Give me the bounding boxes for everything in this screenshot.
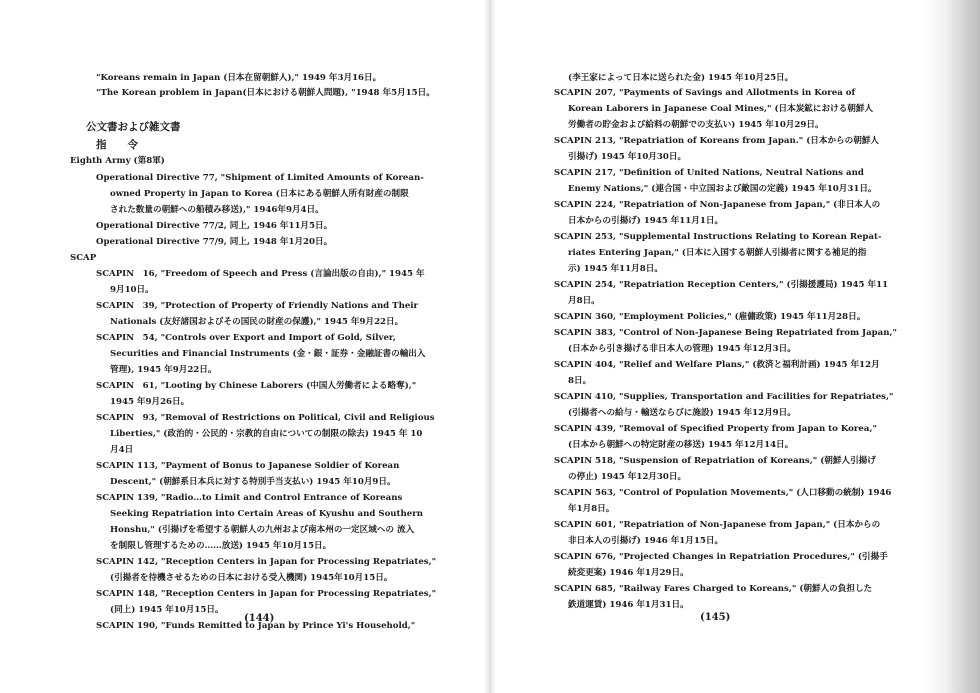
right-text-line: の停止) 1945 年12月30日。 [568, 472, 687, 482]
right-text-line: SCAPIN 213, "Repatriation of Koreans from Japan." (日本からの朝鮮人 [554, 136, 880, 146]
left-text-line: SCAP [70, 253, 97, 263]
left-text-line: 月4日 [110, 445, 134, 455]
right-text-line: 非日本人の引揚げ) 1946 年1月15日。 [568, 536, 724, 546]
left-text-line: を制限し管理するための……放送) 1945 年10月15日。 [110, 541, 332, 551]
right-text-line: 示) 1945 年11月8日。 [568, 264, 663, 274]
right-text-line: SCAPIN 563, "Control of Population Movements," (人口移動の統制) 1946 [554, 488, 892, 498]
left-text-line: SCAPIN 190, "Funds Remitted to Japan by Prince Yi's Household," [96, 621, 416, 631]
left-text-line: SCAPIN 39, "Protection of Property of Friendly Nations and Their [96, 301, 419, 311]
left-text-line: 公文書および雑文書 [86, 121, 181, 133]
left-text-line: SCAPIN 113, "Payment of Bonus to Japanese Soldier of Korean [96, 461, 400, 471]
right-text-line: (李王家によって日本に送られた金) 1945 年10月25日。 [568, 73, 794, 83]
left-text-line: SCAPIN 54, "Controls over Export and Import of Gold, Silver, [96, 333, 396, 343]
right-text-line: (日本から引き揚げる非日本人の管理) 1945 年12月3日。 [568, 344, 796, 354]
left-text-line: SCAPIN 93, "Removal of Restrictions on Political, Civil and Religious [96, 413, 435, 423]
right-text-line: SCAPIN 601, "Repatriation of Non-Japanese from Japan," (日本からの [554, 520, 881, 530]
right-text-line: SCAPIN 217, "Definition of United Nations, Neutral Nations and [554, 168, 864, 178]
right-text-line: (引揚者への給与・輸送ならびに施設) 1945 年12月9日。 [568, 408, 796, 418]
left-text-line: SCAPIN 139, "Radio…to Limit and Control Entrance of Koreans [96, 493, 403, 503]
right-text-line: SCAPIN 404, "Relief and Welfare Plans," (救済と福利計画) 1945 年12月 [554, 360, 880, 370]
left-text-line: Liberties," (政治的・公民的・宗教的自由についての制限の除去) 1945 年 10 [110, 429, 423, 439]
left-text-line: SCAPIN 61, "Looting by Chinese Laborers (中国人労働者による略奪)," [96, 381, 417, 391]
left-text-line: SCAPIN 16, "Freedom of Speech and Press (言論出版の自由)," 1945 年 [96, 269, 425, 279]
left-text-line: SCAPIN 142, "Reception Centers in Japan for Processing Repatriates," [96, 557, 437, 567]
left-page-number: (144) [244, 613, 275, 624]
right-text-line: Korean Laborers in Japanese Coal Mines," (日本炭鉱における朝鮮人 [568, 104, 874, 114]
right-text-line: riates Entering Japan," (日本に入国する朝鮮人引揚者に関する補足的指 [568, 248, 867, 258]
right-text-line: SCAPIN 224, "Repatriation of Non-Japanese from Japan," (非日本人の [554, 200, 881, 210]
right-text-line: SCAPIN 439, "Removal of Specified Property from Japan to Korea," [554, 424, 877, 434]
right-text-line: 続変更案) 1946 年1月29日。 [568, 568, 689, 578]
right-text-line: SCAPIN 383, "Control of Non-Japanese Being Repatriated from Japan," [554, 328, 897, 338]
left-text-line: (同上) 1945 年10月15日。 [110, 605, 224, 615]
left-text-line: SCAPIN 148, "Reception Centers in Japan for Processing Repatriates," [96, 589, 437, 599]
left-text-line: 管理), 1945 年9月22日。 [110, 365, 217, 375]
page-edge-shadow [922, 0, 980, 693]
right-text-line: SCAPIN 254, "Repatriation Reception Centers," (引揚援護局) 1945 年11 [554, 280, 889, 290]
right-text-line: SCAPIN 410, "Supplies, Transportation and Facilities for Repatriates," [554, 392, 894, 402]
left-text-line: "The Korean problem in Japan(日本における朝鮮人問題), "1948 年5月15日。 [96, 88, 435, 98]
right-text-line: 引揚げ) 1945 年10月30日。 [568, 152, 687, 162]
left-text-line: Securities and Financial Instruments (金・銀・証券・金融証書の輸出入 [110, 349, 426, 359]
right-text-line: SCAPIN 207, "Payments of Savings and Allotments in Korea of [554, 88, 856, 98]
left-text-line: (引揚者を待機させるための日本における受入機関) 1945年10月15日。 [110, 573, 393, 583]
right-text-line: 月8日。 [568, 296, 600, 306]
left-text-line: Nationals (友好諸国およびその国民の財産の保護)," 1945 年9月22日。 [110, 317, 404, 327]
left-text-line: Operational Directive 77/2, 同上, 1946 年11月5日。 [96, 221, 333, 231]
right-text-line: SCAPIN 676, "Projected Changes in Repatriation Procedures," (引揚手 [554, 552, 888, 562]
right-text-line: 鉄道運賃) 1946 年1月31日。 [568, 600, 689, 610]
right-text-line: 労働者の貯金および給料の朝鮮での支払い) 1945 年10月29日。 [568, 120, 824, 130]
right-text-line: (日本から朝鮮への特定財産の移送) 1945 年12月14日。 [568, 440, 794, 450]
right-page-number: (145) [700, 612, 731, 623]
right-text-line: SCAPIN 360, "Employment Policies," (雇傭政策) 1945 年11月28日。 [554, 312, 866, 322]
left-text-line: 9月10日。 [110, 285, 154, 295]
left-text-line: Honshu," (引揚げを希望する朝鮮人の九州および南本州の一定区域への 流入 [110, 525, 415, 535]
left-text-line: された数量の朝鮮への船積み移送)," 1946年9月4日。 [110, 205, 324, 215]
right-text-line: Enemy Nations," (連合国・中立国および敵国の定義) 1945 年10月31日。 [568, 184, 877, 194]
left-text-line: 指 令 [96, 139, 138, 151]
right-text-line: SCAPIN 518, "Suspension of Repatriation of Koreans," (朝鮮人引揚げ [554, 456, 876, 466]
left-text-line: owned Property in Japan to Korea (日本にある朝鮮人所有財産の制限 [110, 189, 409, 199]
right-text-line: 年1月8日。 [568, 504, 615, 514]
left-text-line: Operational Directive 77, "Shipment of Limited Amounts of Korean- [96, 173, 424, 183]
left-text-line: Eighth Army (第8軍) [70, 156, 165, 166]
right-text-line: SCAPIN 253, "Supplemental Instructions Relating to Korean Repat- [554, 232, 882, 242]
left-text-line: Seeking Repatriation into Certain Areas of Kyushu and Southern [110, 509, 424, 519]
right-page [490, 0, 980, 693]
right-text-line: 8日。 [568, 376, 592, 386]
left-text-line: "Koreans remain in Japan (日本在留朝鮮人)," 1949 年3月16日。 [96, 73, 382, 83]
left-text-line: Descent," (朝鮮系日本兵に対する特別手当支払い) 1945 年10月9日。 [110, 477, 396, 487]
right-text-line: 日本からの引揚げ) 1945 年11月1日。 [568, 216, 724, 226]
left-text-line: 1945 年9月26日。 [110, 397, 190, 407]
left-text-line: Operational Directive 77/9, 同上, 1948 年1月20日。 [96, 237, 333, 247]
right-text-line: SCAPIN 685, "Railway Fares Charged to Koreans," (朝鮮人の負担した [554, 584, 873, 594]
